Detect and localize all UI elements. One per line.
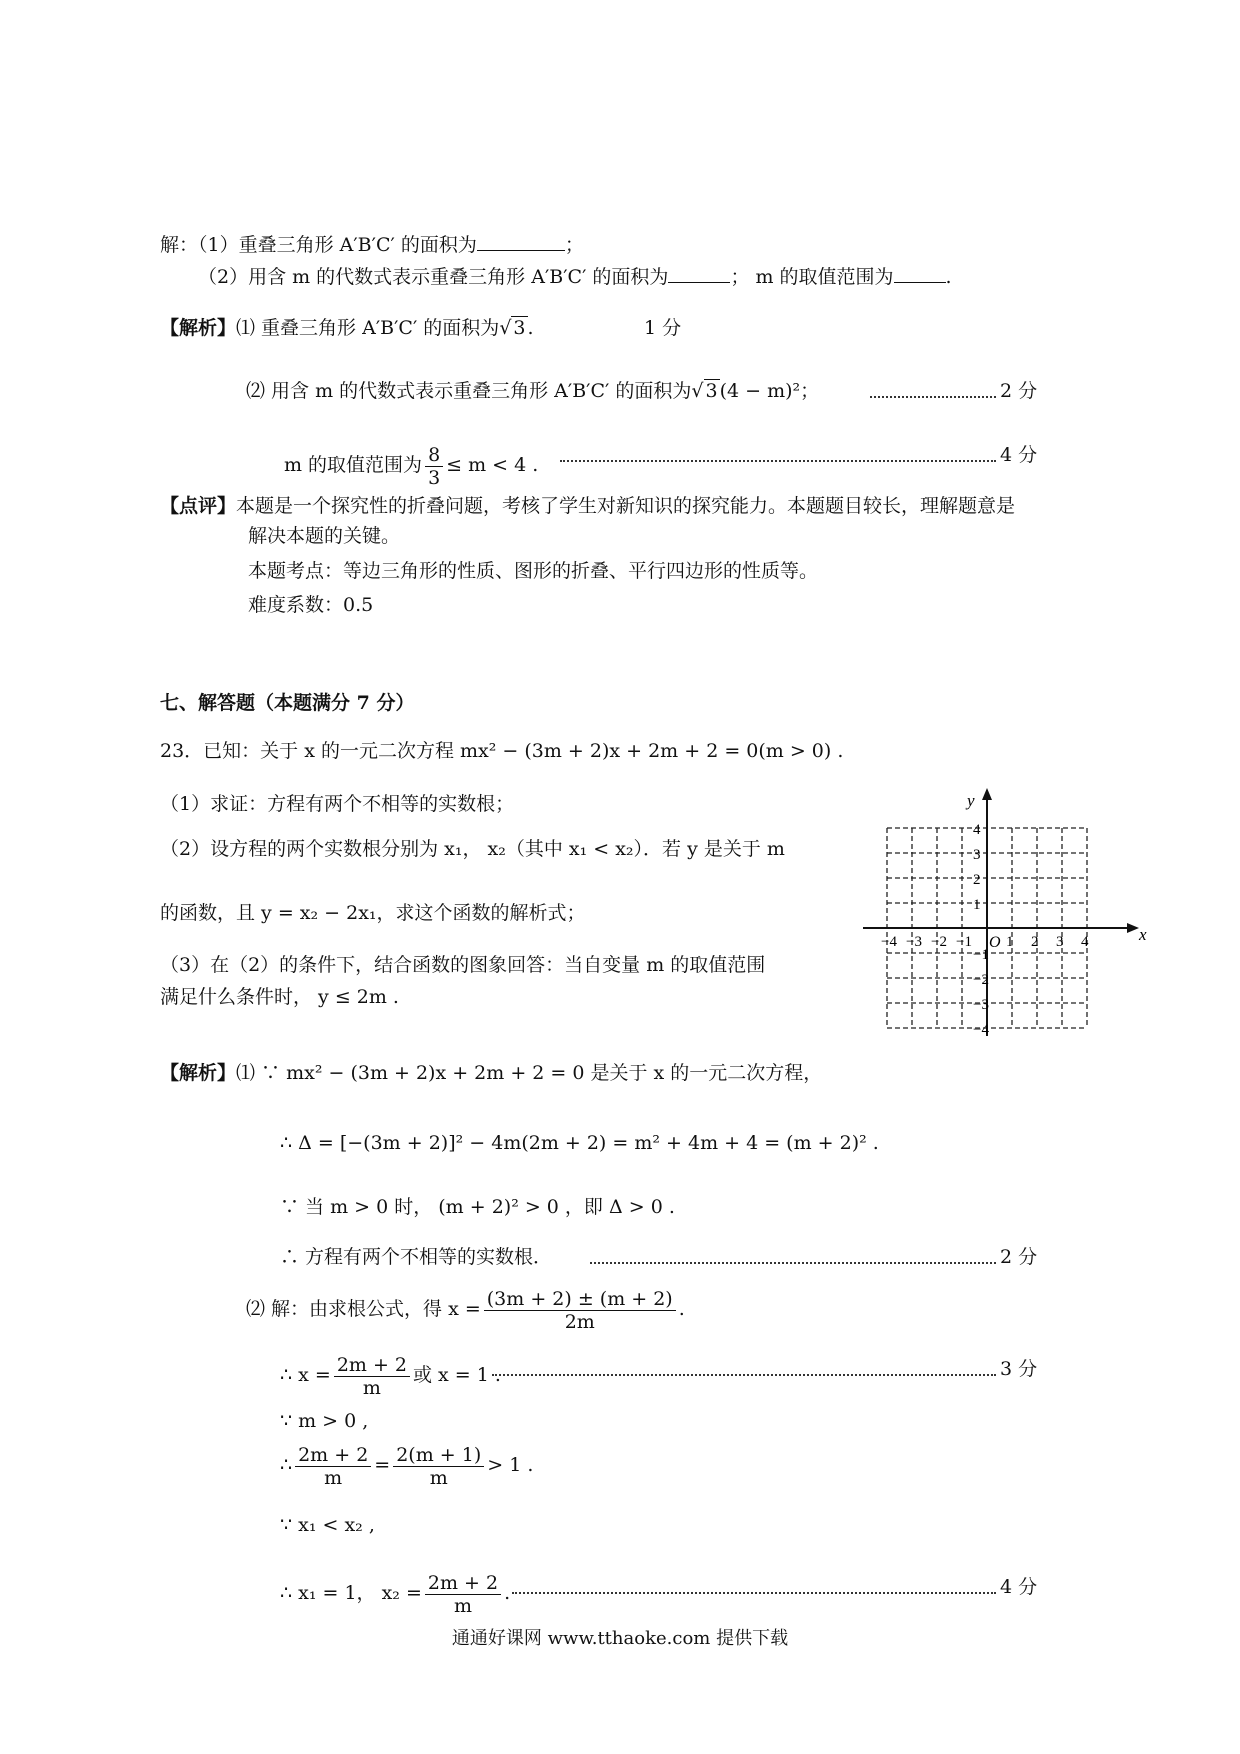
x-tick-label: 3 xyxy=(1056,934,1064,950)
frac-den: m xyxy=(453,1594,472,1617)
root-formula-end: . xyxy=(678,1298,685,1320)
q23-part-3b: 满足什么条件时， y ≤ 2m . xyxy=(160,986,399,1008)
q23-part-2a: （2）设方程的两个实数根分别为 x₁， x₂（其中 x₁ < x₂）．若 y 是关于 m xyxy=(160,838,785,860)
y-axis-arrow xyxy=(982,788,992,800)
answer-q2-range: ； m 的取值范围为 xyxy=(730,266,894,288)
answer-q2-end: . xyxy=(945,266,952,288)
frac-den: 2m xyxy=(564,1310,595,1333)
compare-text: ∴ xyxy=(280,1454,293,1476)
roots-text: ∴ x = xyxy=(280,1364,331,1386)
answer-blank-2 xyxy=(668,264,730,283)
compare-fraction-2 xyxy=(393,1444,484,1489)
y-tick-label: −3 xyxy=(973,997,989,1013)
score-dots-5 xyxy=(512,1592,996,1594)
q23-part-3a: （3）在（2）的条件下，结合函数的图象回答：当自变量 m 的取值范围 xyxy=(160,954,766,976)
comment-tag: 【点评】 xyxy=(160,495,237,517)
analysis-2-line-6 xyxy=(280,1348,501,1402)
frac-den: 3 xyxy=(428,466,441,489)
score-2: 2 分 xyxy=(1000,380,1038,402)
frac-num: 2(m + 1) xyxy=(393,1444,484,1467)
x-tick-label: 1 xyxy=(1006,934,1014,950)
analysis-1-text: ⑴ 重叠三角形 A′B′C′ 的面积为 xyxy=(236,317,500,339)
x-axis-arrow xyxy=(1127,923,1139,933)
section-title: 七、解答题（本题满分 7 分） xyxy=(160,692,415,714)
comment-text-1: 本题是一个探究性的折叠问题，考核了学生对新知识的探究能力。本题题目较长，理解题意是 xyxy=(236,495,1016,517)
y-tick-label: 3 xyxy=(973,847,981,863)
analysis-1-period: . xyxy=(527,317,534,339)
score-dots-1 xyxy=(870,396,996,398)
compare-fraction-1 xyxy=(295,1444,371,1489)
analysis-2-l1: ⑴ ∵ mx² − (3m + 2)x + 2m + 2 = 0 是关于 x 的一元二次方程， xyxy=(236,1062,823,1084)
final-roots-fraction xyxy=(425,1572,501,1617)
comment-difficulty: 难度系数：0.5 xyxy=(248,594,374,616)
analysis-2-line-9: ∵ x₁ < x₂ , xyxy=(280,1514,375,1536)
frac-num: 2m + 2 xyxy=(425,1572,501,1595)
analysis-2-expr: (4 − m)²； xyxy=(719,380,820,402)
x-tick-label: 4 xyxy=(1081,934,1089,950)
y-tick-label: −4 xyxy=(973,1022,989,1038)
compare-end: > 1 . xyxy=(487,1454,534,1476)
origin-label: O xyxy=(989,934,1001,951)
x-tick-label: −4 xyxy=(881,934,897,950)
score-dots-4 xyxy=(492,1374,996,1376)
x-tick-label: −3 xyxy=(906,934,922,950)
score-6: 4 分 xyxy=(1000,1576,1038,1598)
sqrt-3-b: √ 3 xyxy=(691,380,718,402)
analysis-2-line-3: ∵ 当 m > 0 时， (m + 2)² > 0 ，即 Δ > 0 . xyxy=(280,1196,675,1218)
frac-den: m xyxy=(324,1466,343,1489)
answer-blank-3 xyxy=(894,264,946,283)
frac-den: m xyxy=(429,1466,448,1489)
comment-line-2: 解决本题的关键。 xyxy=(248,525,401,547)
comment-line-1 xyxy=(160,493,1015,519)
score-dots-3 xyxy=(590,1262,996,1264)
frac-den: m xyxy=(362,1376,381,1399)
answer-q1-text: 解：（1）重叠三角形 A′B′C′ 的面积为 xyxy=(160,234,477,256)
y-axis-label: y xyxy=(967,791,975,810)
score-3: 4 分 xyxy=(1000,444,1038,466)
range-text: m 的取值范围为 xyxy=(284,454,423,476)
analysis-tag: 【解析】 xyxy=(160,317,237,339)
q23-part-2b: 的函数，且 y = x₂ − 2x₁，求这个函数的解析式； xyxy=(160,902,586,924)
q23-part-1: （1）求证：方程有两个不相等的实数根； xyxy=(160,793,515,815)
answer-line-2 xyxy=(198,264,952,290)
analysis-2-tag: 【解析】 xyxy=(160,1062,237,1084)
final-roots-text: ∴ x₁ = 1， x₂ = xyxy=(280,1582,422,1604)
y-tick-label: −1 xyxy=(973,947,989,963)
analysis-2-line-4: ∴ 方程有两个不相等的实数根． xyxy=(280,1246,553,1268)
range-expr: ≤ m < 4 . xyxy=(446,454,539,476)
frac-num: 2m + 2 xyxy=(295,1444,371,1467)
answer-q1-end: ； xyxy=(564,234,584,256)
final-roots-end: . xyxy=(504,1582,511,1604)
x-tick-label: −1 xyxy=(956,934,972,950)
analysis-2-line-7: ∵ m > 0 , xyxy=(280,1410,369,1432)
fraction-8-3 xyxy=(425,444,443,489)
y-tick-label: −2 xyxy=(973,972,989,988)
coordinate-grid xyxy=(855,780,1155,1050)
analysis-2-line-8 xyxy=(280,1438,533,1492)
y-tick-label: 4 xyxy=(973,822,981,838)
roots-fraction xyxy=(334,1354,410,1399)
analysis-1-line-3 xyxy=(284,440,538,490)
sqrt-3: √ 3 xyxy=(499,317,526,339)
score-5: 3 分 xyxy=(1000,1358,1038,1380)
analysis-2-line-5 xyxy=(246,1282,685,1336)
answer-blank-1 xyxy=(477,232,565,251)
x-tick-label: 2 xyxy=(1031,934,1039,950)
analysis-1-line-1 xyxy=(160,315,534,341)
root-formula-fraction xyxy=(484,1288,676,1333)
score-dots-2 xyxy=(560,460,996,462)
frac-num: (3m + 2) ± (m + 2) xyxy=(484,1288,676,1311)
score-1: 1 分 xyxy=(644,317,682,339)
x-tick-label: −2 xyxy=(931,934,947,950)
analysis-2-line-1 xyxy=(160,1060,822,1086)
answer-line-1 xyxy=(160,232,584,258)
analysis-2-text: ⑵ 用含 m 的代数式表示重叠三角形 A′B′C′ 的面积为 xyxy=(246,380,692,402)
y-tick-label: 1 xyxy=(973,897,981,913)
analysis-2-line-10 xyxy=(280,1566,510,1620)
roots-end: 或 x = 1 . xyxy=(413,1364,501,1386)
frac-num: 8 xyxy=(425,444,443,467)
analysis-1-line-2 xyxy=(246,378,819,404)
answer-q2-text: （2）用含 m 的代数式表示重叠三角形 A′B′C′ 的面积为 xyxy=(198,266,669,288)
frac-num: 2m + 2 xyxy=(334,1354,410,1377)
score-4: 2 分 xyxy=(1000,1246,1038,1268)
root-formula-text: ⑵ 解：由求根公式，得 x = xyxy=(246,1298,481,1320)
analysis-2-line-2: ∴ Δ = [−(3m + 2)]² − 4m(2m + 2) = m² + 4m + 4 = (m + 2)² . xyxy=(280,1132,879,1154)
q23-stem: 23．已知：关于 x 的一元二次方程 mx² − (3m + 2)x + 2m + 2 = 0(m > 0) . xyxy=(160,740,844,762)
x-axis-label: x xyxy=(1139,925,1147,944)
y-tick-label: 2 xyxy=(973,872,981,888)
page-footer: 通通好课网 www.tthaoke.com 提供下载 xyxy=(451,1628,789,1649)
comment-points: 本题考点：等边三角形的性质、图形的折叠、平行四边形的性质等。 xyxy=(248,560,819,582)
compare-eq: = xyxy=(374,1454,391,1476)
